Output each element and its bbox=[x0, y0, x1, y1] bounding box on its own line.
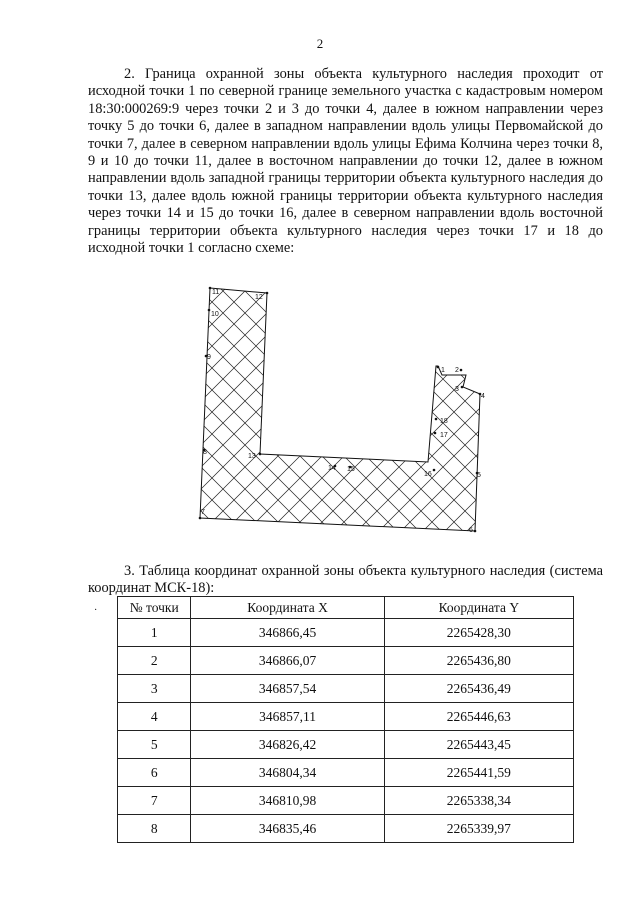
point-label-12: 12 bbox=[255, 294, 263, 301]
column-header-y: Координата Y bbox=[384, 597, 573, 619]
cell-point: 2 bbox=[118, 647, 191, 675]
protection-zone-scheme bbox=[190, 280, 500, 540]
table-row bbox=[118, 675, 574, 703]
point-label-17: 17 bbox=[440, 432, 448, 439]
table-row bbox=[118, 787, 574, 815]
cell-point: 6 bbox=[118, 759, 191, 787]
table-row bbox=[118, 731, 574, 759]
cell-y: 2265441,59 bbox=[384, 759, 573, 787]
point-label-18: 18 bbox=[440, 418, 448, 425]
point-label-2: 2 bbox=[455, 367, 459, 374]
point-label-9: 9 bbox=[207, 354, 211, 361]
cell-point: 8 bbox=[118, 815, 191, 843]
stray-mark: · bbox=[94, 605, 98, 616]
point-label-16: 16 bbox=[424, 471, 432, 478]
table-row bbox=[118, 759, 574, 787]
column-header-point: № точки bbox=[118, 597, 191, 619]
cell-x: 346804,34 bbox=[191, 759, 384, 787]
point-label-11: 11 bbox=[212, 289, 220, 296]
cell-x: 346810,98 bbox=[191, 787, 384, 815]
cell-point: 4 bbox=[118, 703, 191, 731]
cell-point: 7 bbox=[118, 787, 191, 815]
table-row bbox=[118, 647, 574, 675]
cell-y: 2265443,45 bbox=[384, 731, 573, 759]
cell-y: 2265446,63 bbox=[384, 703, 573, 731]
point-label-1: 1 bbox=[441, 367, 445, 374]
cell-x: 346866,45 bbox=[191, 619, 384, 647]
cell-y: 2265436,49 bbox=[384, 675, 573, 703]
coordinates-table-heading: 3. Таблица координат охранной зоны объекта культурного наследия (система координат МСК-18): bbox=[88, 563, 603, 597]
cell-x: 346857,54 bbox=[191, 675, 384, 703]
column-header-x: Координата X bbox=[191, 597, 384, 619]
table-header-row bbox=[118, 597, 574, 619]
cell-y: 2265436,80 bbox=[384, 647, 573, 675]
cell-y: 2265338,34 bbox=[384, 787, 573, 815]
cell-y: 2265339,97 bbox=[384, 815, 573, 843]
boundary-description-paragraph: 2. Граница охранной зоны объекта культурного наследия проходит от исходной точки 1 по северной границе земельного участка с кадастровым номером 18:30:000269:9 через точки 2 и 3 до точки 4, далее в южном направлении через точку 5 до точки 6, далее в западном направлении вдоль улицы Первомайской до точки 7, далее в северном направлении вдоль улицы Ефима Колчина через точки 8, 9 и 10 до точки 11, далее в восточном направлении до точки 12, далее в южном направлении вдоль западной границы территории объекта культурного наследия до точки 13, далее вдоль южной границы территории объекта культурного наследия через точки 14 и 15 до точки 16, далее в северном направлении вдоль восточной границы территории объекта культурного наследия через точки 17 и 18 до исходной точки 1 согласно схеме: bbox=[88, 66, 603, 257]
cell-x: 346835,46 bbox=[191, 815, 384, 843]
cell-x: 346857,11 bbox=[191, 703, 384, 731]
cell-y: 2265428,30 bbox=[384, 619, 573, 647]
cell-point: 1 bbox=[118, 619, 191, 647]
page-number: 2 bbox=[316, 36, 324, 51]
point-label-13: 13 bbox=[248, 453, 256, 460]
point-label-15: 15 bbox=[347, 466, 355, 473]
cell-point: 5 bbox=[118, 731, 191, 759]
cell-point: 3 bbox=[118, 675, 191, 703]
point-label-6: 6 bbox=[469, 527, 473, 534]
coordinates-table bbox=[117, 596, 574, 843]
cell-x: 346826,42 bbox=[191, 731, 384, 759]
table-row bbox=[118, 703, 574, 731]
point-label-7: 7 bbox=[201, 509, 205, 516]
point-label-10: 10 bbox=[211, 311, 219, 318]
cell-x: 346866,07 bbox=[191, 647, 384, 675]
point-label-14: 14 bbox=[328, 465, 336, 472]
point-label-8: 8 bbox=[203, 449, 207, 456]
zone-polygon bbox=[200, 288, 480, 531]
point-label-4: 4 bbox=[481, 393, 485, 400]
table-row bbox=[118, 815, 574, 843]
table-row bbox=[118, 619, 574, 647]
point-label-3: 3 bbox=[455, 386, 459, 393]
point-label-5: 5 bbox=[477, 472, 481, 479]
